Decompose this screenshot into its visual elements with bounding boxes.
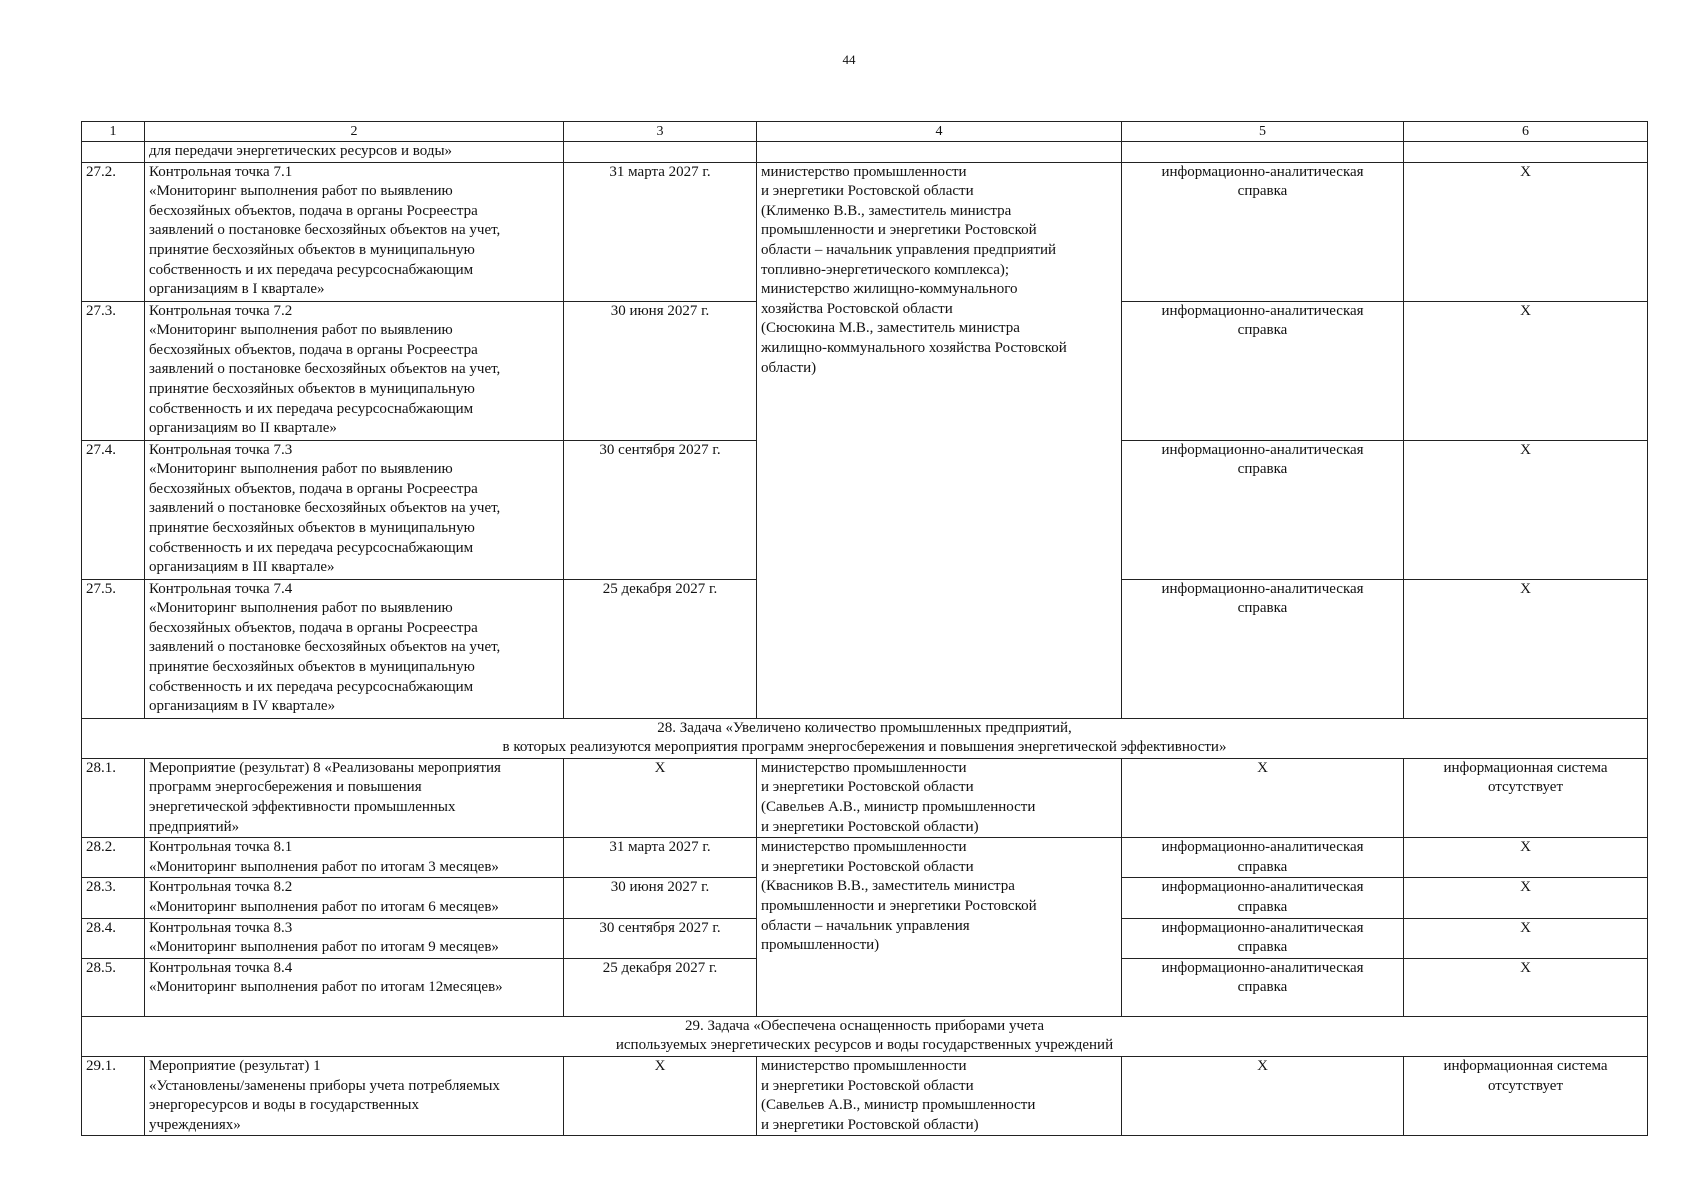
item-name: Контрольная точка 7.1 «Мониторинг выполнения работ по выявлению бесхозяйных объектов, подача в органы Росреестра заявлений о постановке бесхозяйных объектов на учет, принятие бесхозяйных объектов в муниципальную собственность и их передача ресурсоснабжающим организациям в I квартале» — [145, 162, 564, 301]
task-heading: 29. Задача «Обеспечена оснащенность приборами учета используемых энергетических ресурсов и воды государственных учреждений — [82, 1016, 1648, 1056]
item-name: Контрольная точка 8.4 «Мониторинг выполнения работ по итогам 12месяцев» — [145, 958, 564, 1016]
responsible-executor: министерство промышленности и энергетики Ростовской области (Савельев А.В., министр промышленности и энергетики Ростовской области) — [757, 758, 1122, 837]
item-document: информационно-аналитическая справка — [1122, 301, 1404, 440]
item-number: 29.1. — [82, 1056, 145, 1135]
column-header: 2 — [145, 122, 564, 142]
item-document: информационно-аналитическая справка — [1122, 162, 1404, 301]
responsible-executor: министерство промышленности и энергетики Ростовской области (Квасников В.В., заместитель министра промышленности и энергетики Ростовской области – начальник управления промышленности) — [757, 838, 1122, 1017]
item-number: 28.5. — [82, 958, 145, 1016]
item-document: информационно-аналитическая справка — [1122, 878, 1404, 918]
item-date: 25 декабря 2027 г. — [564, 579, 757, 718]
item-name: Контрольная точка 7.4 «Мониторинг выполнения работ по выявлению бесхозяйных объектов, подача в органы Росреестра заявлений о постановке бесхозяйных объектов на учет, принятие бесхозяйных объектов в муниципальную собственность и их передача ресурсоснабжающим организациям в IV квартале» — [145, 579, 564, 718]
item-info-system: Х — [1404, 579, 1648, 718]
item-date: 31 марта 2027 г. — [564, 838, 757, 878]
item-date: Х — [564, 758, 757, 837]
item-date: 30 сентября 2027 г. — [564, 918, 757, 958]
item-document: Х — [1122, 758, 1404, 837]
item-info-system: Х — [1404, 440, 1648, 579]
page-number: 44 — [842, 52, 856, 67]
item-info-system: информационная система отсутствует — [1404, 758, 1648, 837]
item-name: Контрольная точка 7.3 «Мониторинг выполнения работ по выявлению бесхозяйных объектов, подача в органы Росреестра заявлений о постановке бесхозяйных объектов на учет, принятие бесхозяйных объектов в муниципальную собственность и их передача ресурсоснабжающим организациям в III квартале» — [145, 440, 564, 579]
task-heading: 28. Задача «Увеличено количество промышленных предприятий, в которых реализуются мероприятия программ энергосбережения и повышения энергетической эффективности» — [82, 718, 1648, 758]
item-name: Контрольная точка 7.2 «Мониторинг выполнения работ по выявлению бесхозяйных объектов, подача в органы Росреестра заявлений о постановке бесхозяйных объектов на учет, принятие бесхозяйных объектов в муниципальную собственность и их передача ресурсоснабжающим организациям во II квартале» — [145, 301, 564, 440]
item-info-system: Х — [1404, 162, 1648, 301]
item-name: для передачи энергетических ресурсов и воды» — [145, 142, 564, 163]
column-header: 4 — [757, 122, 1122, 142]
responsible-executor: министерство промышленности и энергетики Ростовской области (Клименко В.В., заместитель министра промышленности и энергетики Ростовской области – начальник управления предприятий топливно-энергетического комплекса); министерство жилищно-коммунального хозяйства Ростовской области (Сюсюкина М.В., заместитель министра жилищно-коммунального хозяйства Ростовской области) — [757, 162, 1122, 718]
item-info-system: информационная система отсутствует — [1404, 1056, 1648, 1135]
table-row — [82, 1056, 1648, 1135]
item-date: Х — [564, 1056, 757, 1135]
item-info-system: Х — [1404, 838, 1648, 878]
item-date: 31 марта 2027 г. — [564, 162, 757, 301]
column-header: 5 — [1122, 122, 1404, 142]
item-date: 30 июня 2027 г. — [564, 301, 757, 440]
item-info-system: Х — [1404, 918, 1648, 958]
item-date: 25 декабря 2027 г. — [564, 958, 757, 1016]
item-number: 27.3. — [82, 301, 145, 440]
section-row — [82, 718, 1648, 758]
table-row — [82, 758, 1648, 837]
item-number: 27.5. — [82, 579, 145, 718]
item-number: 27.4. — [82, 440, 145, 579]
item-number: 28.2. — [82, 838, 145, 878]
column-header: 1 — [82, 122, 145, 142]
item-number: 27.2. — [82, 162, 145, 301]
item-info-system: Х — [1404, 958, 1648, 1016]
item-name: Мероприятие (результат) 1 «Установлены/заменены приборы учета потребляемых энергоресурсов и воды в государственных учреждениях» — [145, 1056, 564, 1135]
table-row — [82, 838, 1648, 878]
column-header: 6 — [1404, 122, 1648, 142]
table-row — [82, 142, 1648, 163]
item-document: информационно-аналитическая справка — [1122, 838, 1404, 878]
item-document: информационно-аналитическая справка — [1122, 918, 1404, 958]
item-document: информационно-аналитическая справка — [1122, 579, 1404, 718]
responsible-executor: министерство промышленности и энергетики Ростовской области (Савельев А.В., министр промышленности и энергетики Ростовской области) — [757, 1056, 1122, 1135]
item-name: Контрольная точка 8.1 «Мониторинг выполнения работ по итогам 3 месяцев» — [145, 838, 564, 878]
item-info-system: Х — [1404, 878, 1648, 918]
item-number: 28.4. — [82, 918, 145, 958]
item-info-system: Х — [1404, 301, 1648, 440]
item-name: Мероприятие (результат) 8 «Реализованы мероприятия программ энергосбережения и повышения энергетической эффективности промышленных предприятий» — [145, 758, 564, 837]
column-number-row — [82, 122, 1648, 142]
item-document: информационно-аналитическая справка — [1122, 958, 1404, 1016]
item-date: 30 сентября 2027 г. — [564, 440, 757, 579]
schedule-table — [81, 121, 1648, 1136]
item-name: Контрольная точка 8.3 «Мониторинг выполнения работ по итогам 9 месяцев» — [145, 918, 564, 958]
item-date: 30 июня 2027 г. — [564, 878, 757, 918]
column-header: 3 — [564, 122, 757, 142]
item-document: Х — [1122, 1056, 1404, 1135]
table-row — [82, 162, 1648, 301]
item-document: информационно-аналитическая справка — [1122, 440, 1404, 579]
item-name: Контрольная точка 8.2 «Мониторинг выполнения работ по итогам 6 месяцев» — [145, 878, 564, 918]
section-row — [82, 1016, 1648, 1056]
item-number: 28.3. — [82, 878, 145, 918]
item-number: 28.1. — [82, 758, 145, 837]
